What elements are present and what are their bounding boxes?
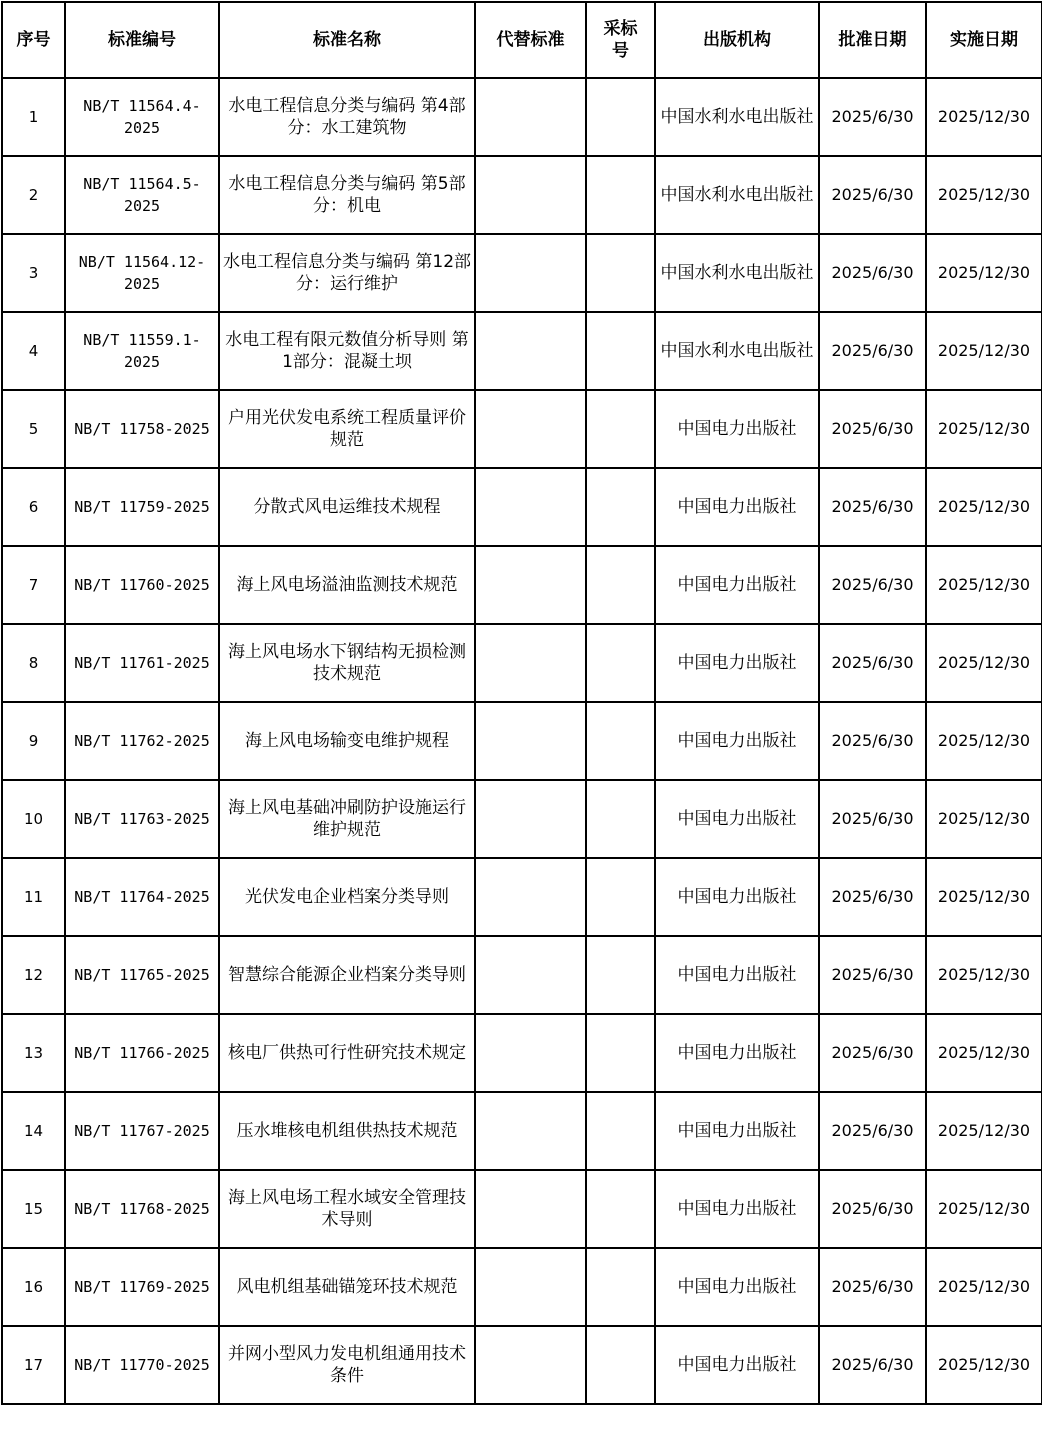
header-name: 标准名称 — [219, 2, 475, 78]
table-row — [2, 1170, 1042, 1248]
cell-adopt — [586, 1248, 655, 1326]
cell-code: NB/T 11769-2025 — [65, 1248, 219, 1326]
cell-no: 9 — [2, 702, 65, 780]
cell-approve-date: 2025/6/30 — [819, 780, 926, 858]
cell-adopt — [586, 1170, 655, 1248]
cell-replace — [475, 78, 586, 156]
cell-adopt — [586, 702, 655, 780]
header-implement-date: 实施日期 — [926, 2, 1042, 78]
cell-implement-date: 2025/12/30 — [926, 1092, 1042, 1170]
cell-implement-date: 2025/12/30 — [926, 390, 1042, 468]
cell-implement-date: 2025/12/30 — [926, 1326, 1042, 1404]
cell-name: 分散式风电运维技术规程 — [219, 468, 475, 546]
cell-adopt — [586, 624, 655, 702]
cell-no: 13 — [2, 1014, 65, 1092]
cell-implement-date: 2025/12/30 — [926, 936, 1042, 1014]
cell-code: NB/T 11765-2025 — [65, 936, 219, 1014]
table-row — [2, 1326, 1042, 1404]
table-row — [2, 624, 1042, 702]
cell-publisher: 中国电力出版社 — [655, 624, 819, 702]
cell-adopt — [586, 468, 655, 546]
cell-name: 海上风电场溢油监测技术规范 — [219, 546, 475, 624]
cell-name: 核电厂供热可行性研究技术规定 — [219, 1014, 475, 1092]
table-row — [2, 234, 1042, 312]
standards-table — [1, 1, 1042, 1405]
cell-adopt — [586, 858, 655, 936]
cell-name: 并网小型风力发电机组通用技术条件 — [219, 1326, 475, 1404]
header-code: 标准编号 — [65, 2, 219, 78]
cell-code: NB/T 11766-2025 — [65, 1014, 219, 1092]
cell-publisher: 中国水利水电出版社 — [655, 234, 819, 312]
cell-publisher: 中国电力出版社 — [655, 1248, 819, 1326]
table-row — [2, 1248, 1042, 1326]
cell-name: 海上风电场输变电维护规程 — [219, 702, 475, 780]
cell-implement-date: 2025/12/30 — [926, 312, 1042, 390]
cell-replace — [475, 702, 586, 780]
table-row — [2, 468, 1042, 546]
header-publisher: 出版机构 — [655, 2, 819, 78]
cell-implement-date: 2025/12/30 — [926, 546, 1042, 624]
cell-publisher: 中国电力出版社 — [655, 390, 819, 468]
cell-publisher: 中国电力出版社 — [655, 858, 819, 936]
cell-implement-date: 2025/12/30 — [926, 156, 1042, 234]
cell-approve-date: 2025/6/30 — [819, 546, 926, 624]
table-row — [2, 1014, 1042, 1092]
cell-implement-date: 2025/12/30 — [926, 858, 1042, 936]
cell-name: 光伏发电企业档案分类导则 — [219, 858, 475, 936]
cell-no: 5 — [2, 390, 65, 468]
cell-code: NB/T 11759-2025 — [65, 468, 219, 546]
cell-approve-date: 2025/6/30 — [819, 390, 926, 468]
cell-name: 水电工程有限元数值分析导则 第1部分：混凝土坝 — [219, 312, 475, 390]
table-row — [2, 780, 1042, 858]
table-row — [2, 858, 1042, 936]
cell-replace — [475, 234, 586, 312]
header-no: 序号 — [2, 2, 65, 78]
cell-approve-date: 2025/6/30 — [819, 78, 926, 156]
cell-code: NB/T 11564.5-2025 — [65, 156, 219, 234]
cell-no: 12 — [2, 936, 65, 1014]
cell-name: 海上风电场工程水域安全管理技术导则 — [219, 1170, 475, 1248]
cell-publisher: 中国水利水电出版社 — [655, 78, 819, 156]
cell-code: NB/T 11763-2025 — [65, 780, 219, 858]
cell-code: NB/T 11768-2025 — [65, 1170, 219, 1248]
cell-implement-date: 2025/12/30 — [926, 1014, 1042, 1092]
table-row — [2, 1092, 1042, 1170]
cell-no: 10 — [2, 780, 65, 858]
cell-code: NB/T 11761-2025 — [65, 624, 219, 702]
cell-implement-date: 2025/12/30 — [926, 780, 1042, 858]
table-row — [2, 78, 1042, 156]
header-replace: 代替标准 — [475, 2, 586, 78]
cell-no: 7 — [2, 546, 65, 624]
cell-adopt — [586, 1014, 655, 1092]
cell-approve-date: 2025/6/30 — [819, 1092, 926, 1170]
cell-publisher: 中国水利水电出版社 — [655, 156, 819, 234]
cell-adopt — [586, 234, 655, 312]
cell-code: NB/T 11764-2025 — [65, 858, 219, 936]
cell-no: 6 — [2, 468, 65, 546]
cell-adopt — [586, 780, 655, 858]
cell-approve-date: 2025/6/30 — [819, 858, 926, 936]
cell-no: 4 — [2, 312, 65, 390]
cell-approve-date: 2025/6/30 — [819, 624, 926, 702]
cell-approve-date: 2025/6/30 — [819, 1326, 926, 1404]
cell-implement-date: 2025/12/30 — [926, 702, 1042, 780]
cell-replace — [475, 390, 586, 468]
cell-no: 11 — [2, 858, 65, 936]
cell-no: 1 — [2, 78, 65, 156]
cell-replace — [475, 1170, 586, 1248]
cell-publisher: 中国电力出版社 — [655, 468, 819, 546]
cell-implement-date: 2025/12/30 — [926, 468, 1042, 546]
cell-replace — [475, 312, 586, 390]
cell-implement-date: 2025/12/30 — [926, 1170, 1042, 1248]
cell-name: 压水堆核电机组供热技术规范 — [219, 1092, 475, 1170]
cell-replace — [475, 156, 586, 234]
table-row — [2, 390, 1042, 468]
cell-approve-date: 2025/6/30 — [819, 1170, 926, 1248]
cell-adopt — [586, 1092, 655, 1170]
cell-no: 16 — [2, 1248, 65, 1326]
cell-no: 2 — [2, 156, 65, 234]
cell-name: 水电工程信息分类与编码 第4部分：水工建筑物 — [219, 78, 475, 156]
table-row — [2, 546, 1042, 624]
cell-approve-date: 2025/6/30 — [819, 936, 926, 1014]
cell-implement-date: 2025/12/30 — [926, 624, 1042, 702]
cell-code: NB/T 11559.1-2025 — [65, 312, 219, 390]
cell-replace — [475, 546, 586, 624]
cell-adopt — [586, 156, 655, 234]
cell-implement-date: 2025/12/30 — [926, 234, 1042, 312]
cell-code: NB/T 11770-2025 — [65, 1326, 219, 1404]
cell-publisher: 中国电力出版社 — [655, 780, 819, 858]
cell-name: 水电工程信息分类与编码 第12部分：运行维护 — [219, 234, 475, 312]
cell-name: 海上风电基础冲刷防护设施运行维护规范 — [219, 780, 475, 858]
table-row — [2, 312, 1042, 390]
cell-replace — [475, 1092, 586, 1170]
cell-code: NB/T 11767-2025 — [65, 1092, 219, 1170]
cell-adopt — [586, 312, 655, 390]
cell-code: NB/T 11564.12-2025 — [65, 234, 219, 312]
cell-name: 户用光伏发电系统工程质量评价规范 — [219, 390, 475, 468]
cell-publisher: 中国电力出版社 — [655, 1014, 819, 1092]
cell-publisher: 中国电力出版社 — [655, 1170, 819, 1248]
cell-adopt — [586, 936, 655, 1014]
cell-publisher: 中国水利水电出版社 — [655, 312, 819, 390]
cell-implement-date: 2025/12/30 — [926, 1248, 1042, 1326]
cell-name: 风电机组基础锚笼环技术规范 — [219, 1248, 475, 1326]
cell-replace — [475, 1326, 586, 1404]
cell-approve-date: 2025/6/30 — [819, 312, 926, 390]
cell-name: 水电工程信息分类与编码 第5部分：机电 — [219, 156, 475, 234]
cell-implement-date: 2025/12/30 — [926, 78, 1042, 156]
table-row — [2, 936, 1042, 1014]
cell-publisher: 中国电力出版社 — [655, 702, 819, 780]
cell-no: 17 — [2, 1326, 65, 1404]
cell-publisher: 中国电力出版社 — [655, 546, 819, 624]
cell-replace — [475, 936, 586, 1014]
cell-no: 15 — [2, 1170, 65, 1248]
table-row — [2, 156, 1042, 234]
cell-replace — [475, 624, 586, 702]
cell-approve-date: 2025/6/30 — [819, 1248, 926, 1326]
cell-adopt — [586, 546, 655, 624]
cell-replace — [475, 780, 586, 858]
cell-replace — [475, 1014, 586, 1092]
cell-approve-date: 2025/6/30 — [819, 468, 926, 546]
cell-no: 3 — [2, 234, 65, 312]
header-approve-date: 批准日期 — [819, 2, 926, 78]
cell-approve-date: 2025/6/30 — [819, 702, 926, 780]
cell-approve-date: 2025/6/30 — [819, 234, 926, 312]
cell-code: NB/T 11564.4-2025 — [65, 78, 219, 156]
header-row — [2, 2, 1042, 78]
cell-replace — [475, 1248, 586, 1326]
cell-adopt — [586, 78, 655, 156]
cell-name: 智慧综合能源企业档案分类导则 — [219, 936, 475, 1014]
cell-code: NB/T 11762-2025 — [65, 702, 219, 780]
cell-name: 海上风电场水下钢结构无损检测技术规范 — [219, 624, 475, 702]
table-row — [2, 702, 1042, 780]
cell-replace — [475, 858, 586, 936]
cell-approve-date: 2025/6/30 — [819, 156, 926, 234]
cell-publisher: 中国电力出版社 — [655, 1092, 819, 1170]
cell-adopt — [586, 1326, 655, 1404]
header-adopt: 采标号 — [586, 2, 655, 78]
cell-publisher: 中国电力出版社 — [655, 1326, 819, 1404]
cell-code: NB/T 11758-2025 — [65, 390, 219, 468]
cell-replace — [475, 468, 586, 546]
cell-no: 14 — [2, 1092, 65, 1170]
cell-code: NB/T 11760-2025 — [65, 546, 219, 624]
cell-approve-date: 2025/6/30 — [819, 1014, 926, 1092]
cell-publisher: 中国电力出版社 — [655, 936, 819, 1014]
cell-adopt — [586, 390, 655, 468]
cell-no: 8 — [2, 624, 65, 702]
